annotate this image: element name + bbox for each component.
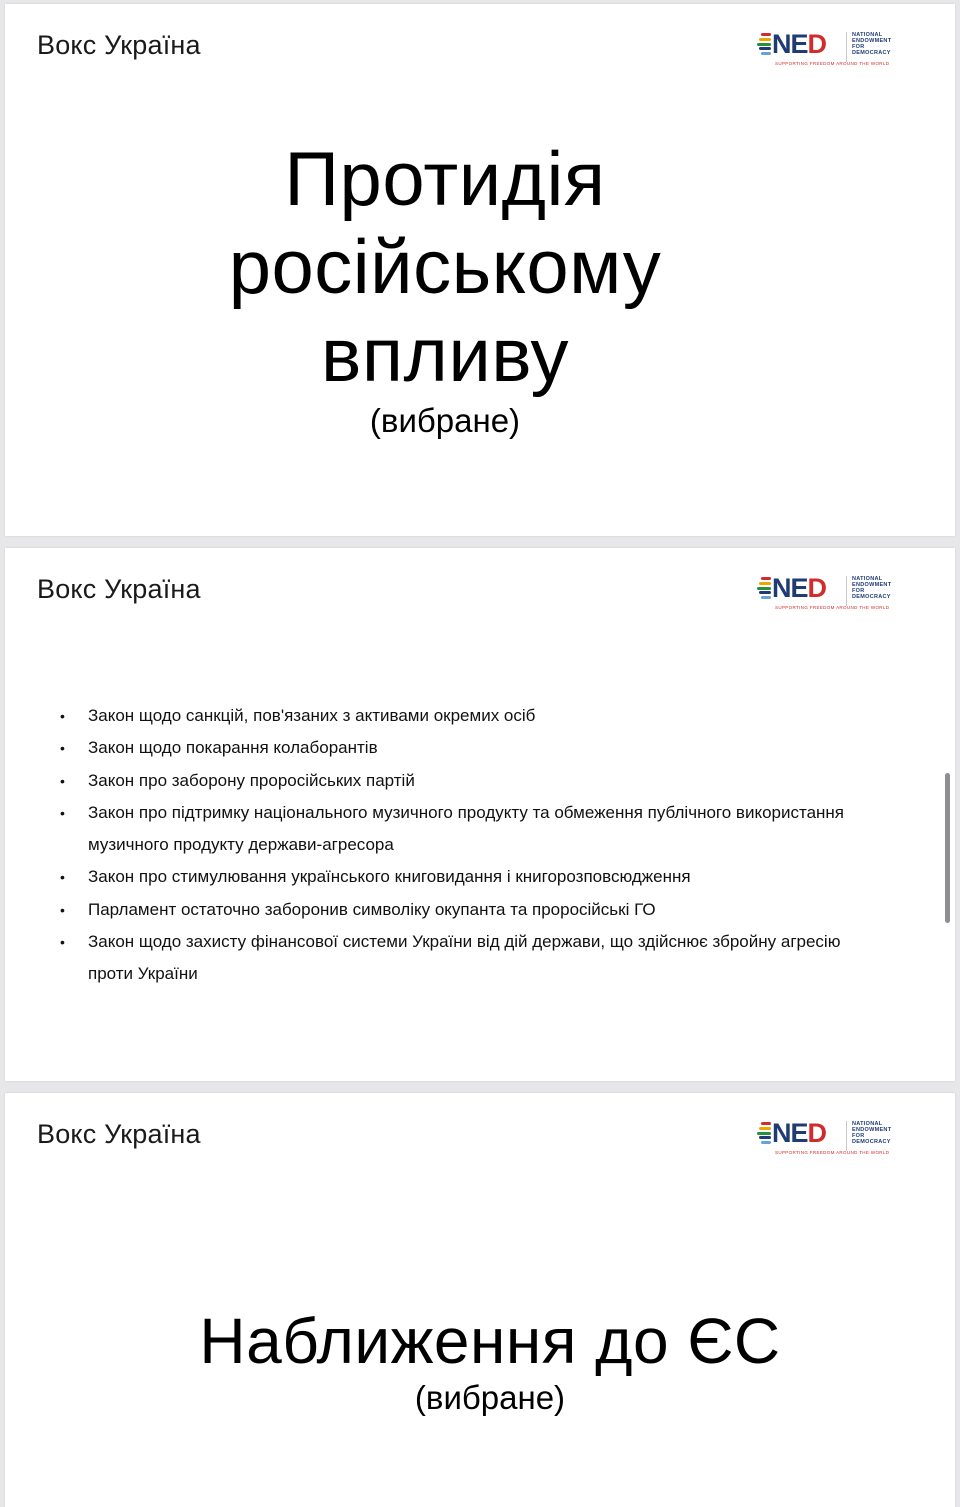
slide-3 <box>5 1093 955 1507</box>
slide-subtitle: (вибране) <box>369 402 521 439</box>
slide-title-block <box>5 136 885 440</box>
list-item: • Парламент остаточно заборонив символіку окупанта та проросійські ГО <box>60 894 860 926</box>
slide-title-line: Протидія <box>284 137 606 222</box>
ned-letters: NED <box>772 29 827 59</box>
slide-2 <box>5 548 955 1081</box>
ned-bars-icon <box>757 1122 771 1144</box>
slide-title-block <box>5 1305 955 1417</box>
list-item: • Закон про стимулювання українського книговидання і книгорозповсюдження <box>60 861 860 893</box>
slide-subtitle: (вибране) <box>414 1379 566 1416</box>
brand-label: Вокс Україна <box>37 1119 201 1149</box>
list-item: • Закон про заборону проросійських партій <box>60 765 860 797</box>
ned-mark <box>757 1119 826 1147</box>
list-item: • Закон про підтримку національного музичного продукту та обмеження публічного використання музичного продукту держави-агресора <box>60 797 860 862</box>
list-item: • Закон щодо захисту фінансової системи України від дій держави, що здійснює збройну агресію проти України <box>60 926 860 991</box>
ned-side-text: NATIONAL ENDOWMENT FOR DEMOCRACY <box>852 576 892 600</box>
law-list <box>60 700 860 991</box>
brand-label: Вокс Україна <box>37 574 201 604</box>
ned-tagline: SUPPORTING FREEDOM AROUND THE WORLD <box>775 61 890 66</box>
ned-bars-icon <box>757 33 771 55</box>
ned-letters: NED <box>772 573 827 603</box>
ned-tagline: SUPPORTING FREEDOM AROUND THE WORLD <box>775 1150 890 1155</box>
ned-divider <box>846 576 847 606</box>
slide-title-line: російському <box>228 225 662 310</box>
slide-title: Наближення до ЄС <box>199 1305 781 1377</box>
ned-logo <box>757 28 907 68</box>
slide-1 <box>5 4 955 536</box>
list-item: • Закон щодо покарання колаборантів <box>60 732 860 764</box>
brand-label: Вокс Україна <box>37 30 201 60</box>
ned-letters: NED <box>772 1118 827 1148</box>
ned-mark <box>757 30 826 58</box>
ned-divider <box>846 1121 847 1151</box>
vertical-scrollbar[interactable] <box>945 773 950 923</box>
ned-tagline: SUPPORTING FREEDOM AROUND THE WORLD <box>775 605 890 610</box>
ned-divider <box>846 32 847 62</box>
slide-title-line: впливу <box>320 313 570 398</box>
ned-side-text: NATIONAL ENDOWMENT FOR DEMOCRACY <box>852 1121 892 1145</box>
ned-side-text: NATIONAL ENDOWMENT FOR DEMOCRACY <box>852 32 892 56</box>
ned-bars-icon <box>757 577 771 599</box>
ned-mark <box>757 574 826 602</box>
list-item: • Закон щодо санкцій, пов'язаних з активами окремих осіб <box>60 700 860 732</box>
ned-logo <box>757 572 907 612</box>
ned-logo <box>757 1117 907 1157</box>
